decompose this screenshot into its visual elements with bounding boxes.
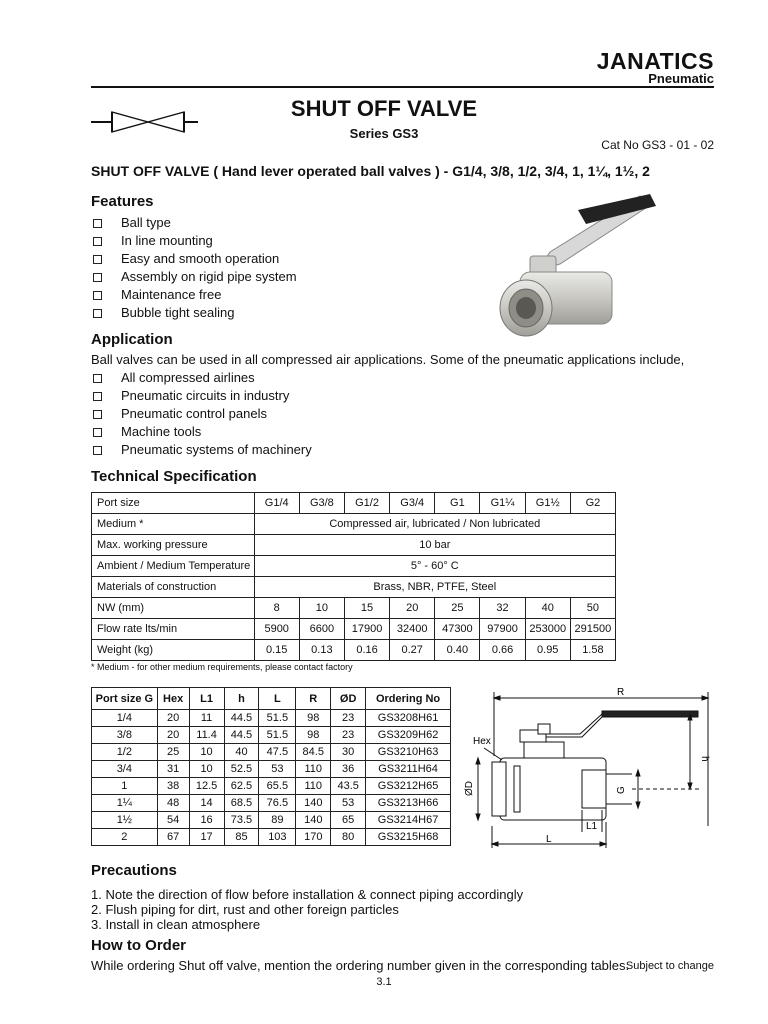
cell: G1 (435, 493, 480, 514)
cell: 43.5 (331, 778, 366, 795)
list-item: In line mounting (91, 232, 297, 250)
page-title: SHUT OFF VALVE (290, 96, 478, 121)
table-header-row (92, 688, 451, 710)
list-item: Pneumatic circuits in industry (91, 387, 684, 405)
cell: G1/4 (254, 493, 299, 514)
cell: 16 (189, 812, 224, 829)
cell: 47.5 (259, 744, 296, 761)
cell: 32 (480, 598, 525, 619)
cell: 5° - 60° C (254, 556, 615, 577)
cell: 12.5 (189, 778, 224, 795)
cell: 89 (259, 812, 296, 829)
dim-label-l1: L1 (586, 821, 598, 832)
cell: 8 (254, 598, 299, 619)
table-row (92, 761, 451, 778)
cell: 52.5 (224, 761, 259, 778)
cell: G2 (570, 493, 615, 514)
table-row (92, 640, 616, 661)
cell: 17 (189, 829, 224, 846)
tech-spec-heading: Technical Specification (91, 468, 257, 485)
row-label: Ambient / Medium Temperature (92, 556, 255, 577)
table-row (92, 514, 616, 535)
column-header: h (224, 688, 259, 710)
application-intro: Ball valves can be used in all compressed air applications. Some of the pneumatic applications include, (91, 352, 685, 367)
cell: 85 (224, 829, 259, 846)
series-label: Series GS3 (349, 126, 419, 141)
cell: 47300 (435, 619, 480, 640)
cell: 3/4 (92, 761, 158, 778)
cell: 0.13 (299, 640, 344, 661)
cell: 1/4 (92, 710, 158, 727)
cell: 20 (157, 710, 189, 727)
row-label: NW (mm) (92, 598, 255, 619)
list-item: Assembly on rigid pipe system (91, 268, 297, 286)
how-to-order-text: While ordering Shut off valve, mention the ordering number given in the corresponding tables. (91, 958, 630, 973)
cell: Brass, NBR, PTFE, Steel (254, 577, 615, 598)
features-heading: Features (91, 193, 154, 210)
dim-label-h: h (699, 756, 710, 762)
column-header: L (259, 688, 296, 710)
cell: G3/4 (390, 493, 435, 514)
cell: 1½ (92, 812, 158, 829)
table-row (92, 710, 451, 727)
cell: 11 (189, 710, 224, 727)
ordering-table (91, 687, 451, 846)
cell: 17900 (344, 619, 389, 640)
cell: 0.66 (480, 640, 525, 661)
table-row (92, 778, 451, 795)
cell: 110 (296, 761, 331, 778)
brand-sub: Pneumatic (648, 71, 714, 86)
table-row (92, 493, 616, 514)
cell: 5900 (254, 619, 299, 640)
table-row (92, 535, 616, 556)
subject-to-change: Subject to change (625, 960, 714, 972)
table-row (92, 727, 451, 744)
table-row (92, 556, 616, 577)
cell: 1 (92, 778, 158, 795)
cell: 40 (525, 598, 570, 619)
cell: 48 (157, 795, 189, 812)
table-row (92, 598, 616, 619)
cell: 0.15 (254, 640, 299, 661)
cell: 0.16 (344, 640, 389, 661)
cell: 110 (296, 778, 331, 795)
cell: 53 (331, 795, 366, 812)
cell: 253000 (525, 619, 570, 640)
catalog-number: Cat No GS3 - 01 - 02 (601, 138, 714, 152)
cell: 15 (344, 598, 389, 619)
row-label: Port size (92, 493, 255, 514)
cell: GS3214H67 (366, 812, 451, 829)
cell: 84.5 (296, 744, 331, 761)
cell: 53 (259, 761, 296, 778)
cell: 23 (331, 710, 366, 727)
dim-label-r: R (617, 687, 625, 698)
cell: 1.58 (570, 640, 615, 661)
cell: 1/2 (92, 744, 158, 761)
table-row (92, 795, 451, 812)
cell: 97900 (480, 619, 525, 640)
list-item: 1. Note the direction of flow before installation & connect piping accordingly (91, 887, 524, 902)
column-header: R (296, 688, 331, 710)
cell: 65.5 (259, 778, 296, 795)
ordering-table-body (92, 710, 451, 846)
cell: G3/8 (299, 493, 344, 514)
cell: GS3209H62 (366, 727, 451, 744)
cell: 32400 (390, 619, 435, 640)
features-list (91, 214, 297, 322)
application-list (91, 369, 684, 459)
cell: 51.5 (259, 727, 296, 744)
cell: 23 (331, 727, 366, 744)
cell: G1/2 (344, 493, 389, 514)
row-label: Weight (kg) (92, 640, 255, 661)
table-row (92, 577, 616, 598)
cell: Compressed air, lubricated / Non lubricated (254, 514, 615, 535)
dim-label-od: ØD (464, 781, 475, 796)
list-item: Bubble tight sealing (91, 304, 297, 322)
cell: 6600 (299, 619, 344, 640)
cell: 25 (157, 744, 189, 761)
column-header: Ordering No (366, 688, 451, 710)
cell: 38 (157, 778, 189, 795)
cell: 44.5 (224, 710, 259, 727)
column-header: Port size G (92, 688, 158, 710)
cell: 98 (296, 710, 331, 727)
cell: 140 (296, 812, 331, 829)
cell: 10 (189, 761, 224, 778)
cell: 54 (157, 812, 189, 829)
cell: 0.40 (435, 640, 480, 661)
table-row (92, 829, 451, 846)
medium-note: * Medium - for other medium requirements, please contact factory (91, 662, 353, 672)
cell: 140 (296, 795, 331, 812)
cell: 50 (570, 598, 615, 619)
cell: 30 (331, 744, 366, 761)
cell: G1½ (525, 493, 570, 514)
cell: 76.5 (259, 795, 296, 812)
cell: 40 (224, 744, 259, 761)
how-to-order-heading: How to Order (91, 937, 187, 954)
cell: 25 (435, 598, 480, 619)
cell: 1¼ (92, 795, 158, 812)
header-rule (91, 86, 714, 88)
cell: 31 (157, 761, 189, 778)
list-item: Pneumatic control panels (91, 405, 684, 423)
cell: 51.5 (259, 710, 296, 727)
tech-spec-table (91, 492, 616, 661)
cell: 11.4 (189, 727, 224, 744)
cell: 36 (331, 761, 366, 778)
cell: GS3212H65 (366, 778, 451, 795)
list-item: 3. Install in clean atmosphere (91, 917, 261, 932)
dim-label-g: G (616, 786, 627, 794)
precautions-heading: Precautions (91, 862, 177, 879)
cell: 2 (92, 829, 158, 846)
cell: 170 (296, 829, 331, 846)
precautions-section (91, 862, 523, 932)
brand-name: JANATICS (596, 48, 714, 74)
row-label: Flow rate lts/min (92, 619, 255, 640)
page-number: 3.1 (376, 976, 392, 988)
cell: 10 bar (254, 535, 615, 556)
table-row (92, 619, 616, 640)
application-section (91, 331, 684, 459)
row-label: Materials of construction (92, 577, 255, 598)
list-item: Pneumatic systems of machinery (91, 441, 684, 459)
cell: GS3208H61 (366, 710, 451, 727)
table-row (92, 744, 451, 761)
features-section (91, 193, 297, 322)
cell: 20 (390, 598, 435, 619)
cell: G1¼ (480, 493, 525, 514)
cell: 10 (189, 744, 224, 761)
cell: GS3210H63 (366, 744, 451, 761)
application-heading: Application (91, 331, 173, 348)
row-label: Medium * (92, 514, 255, 535)
product-subtitle: SHUT OFF VALVE ( Hand lever operated ball valves ) - G1/4, 3/8, 1/2, 3/4, 1, 1¼, 1½, 2 (91, 163, 650, 179)
valve-dimension-drawing (462, 686, 720, 852)
cell: 103 (259, 829, 296, 846)
cell: 20 (157, 727, 189, 744)
cell: 73.5 (224, 812, 259, 829)
cell: 62.5 (224, 778, 259, 795)
ball-valve-photo (490, 190, 670, 350)
row-label: Max. working pressure (92, 535, 255, 556)
column-header: L1 (189, 688, 224, 710)
list-item: Easy and smooth operation (91, 250, 297, 268)
table-row (92, 812, 451, 829)
cell: 10 (299, 598, 344, 619)
cell: GS3211H64 (366, 761, 451, 778)
cell: 291500 (570, 619, 615, 640)
dim-label-l: L (546, 834, 552, 845)
cell: 0.27 (390, 640, 435, 661)
cell: GS3213H66 (366, 795, 451, 812)
cell: 80 (331, 829, 366, 846)
cell: 0.95 (525, 640, 570, 661)
cell: 14 (189, 795, 224, 812)
list-item: Maintenance free (91, 286, 297, 304)
cell: 3/8 (92, 727, 158, 744)
column-header: Hex (157, 688, 189, 710)
cell: 67 (157, 829, 189, 846)
cell: 44.5 (224, 727, 259, 744)
cell: 98 (296, 727, 331, 744)
list-item: 2. Flush piping for dirt, rust and other foreign particles (91, 902, 399, 917)
list-item: Machine tools (91, 423, 684, 441)
column-header: ØD (331, 688, 366, 710)
cell: 65 (331, 812, 366, 829)
dim-label-hex: Hex (473, 736, 491, 747)
precautions-list (91, 887, 523, 932)
brand-logo (597, 50, 714, 86)
list-item: Ball type (91, 214, 297, 232)
cell: 68.5 (224, 795, 259, 812)
cell: GS3215H68 (366, 829, 451, 846)
list-item: All compressed airlines (91, 369, 684, 387)
